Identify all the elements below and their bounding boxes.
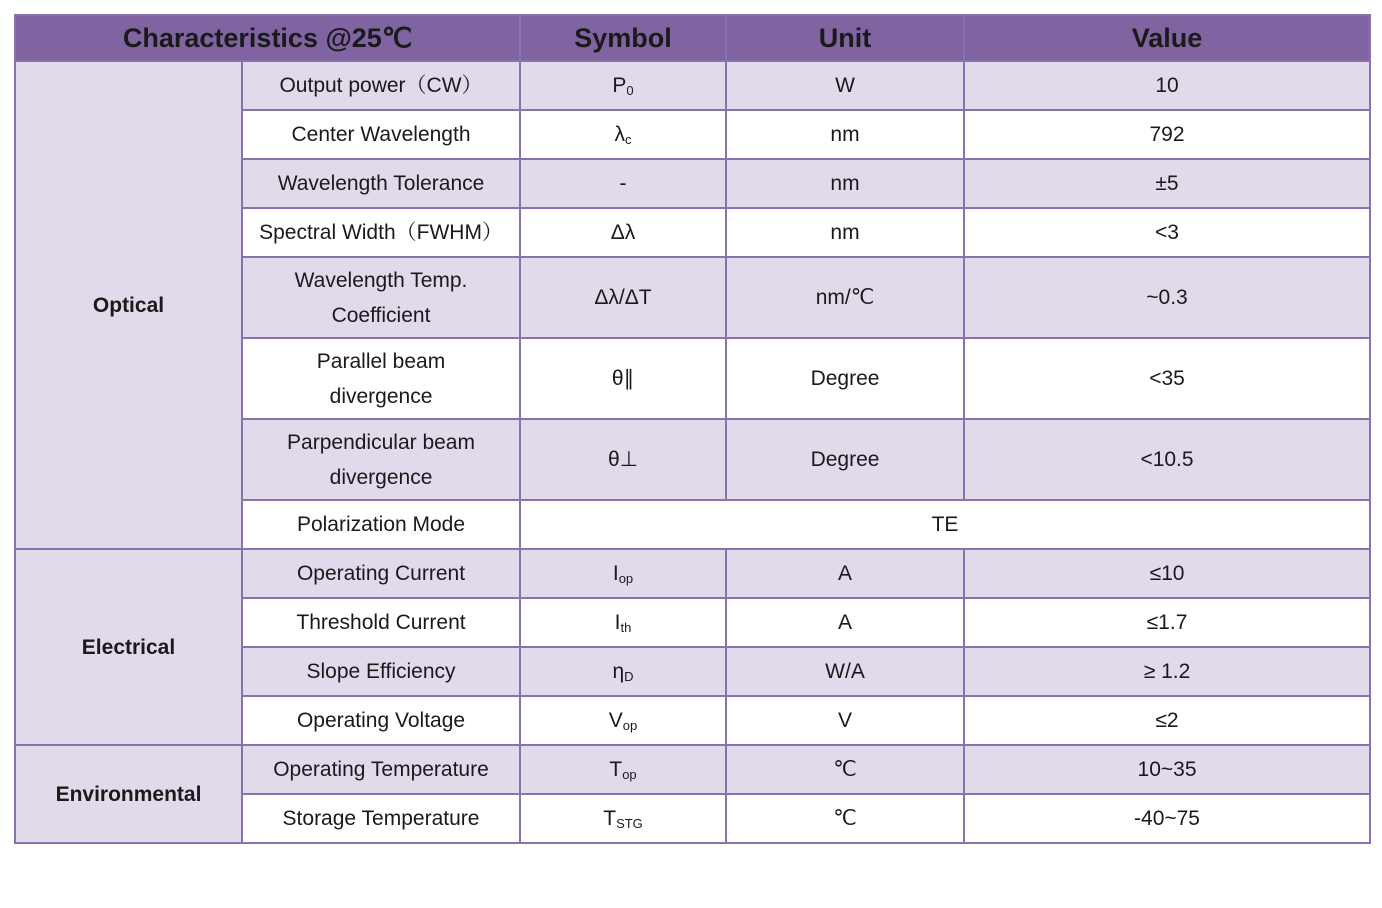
value-cell: ≥ 1.2 [964, 647, 1370, 696]
symbol-cell: Δλ/ΔT [520, 257, 726, 338]
symbol-cell: $T_{STG}$ [520, 794, 726, 843]
merged-value-cell: TE [520, 500, 1370, 549]
unit-cell: ℃ [726, 794, 964, 843]
table-row [15, 549, 1370, 598]
value-cell: <10.5 [964, 419, 1370, 500]
param-cell: Center Wavelength [242, 110, 520, 159]
param-cell: Parpendicular beam divergence [242, 419, 520, 500]
group-label-electrical: Electrical [15, 549, 242, 745]
symbol-cell: - [520, 159, 726, 208]
param-cell: Spectral Width（FWHM） [242, 208, 520, 257]
value-cell: ±5 [964, 159, 1370, 208]
symbol-cell: Δλ [520, 208, 726, 257]
value-cell: ≤10 [964, 549, 1370, 598]
unit-cell: Degree [726, 419, 964, 500]
value-cell: <3 [964, 208, 1370, 257]
header-unit: Unit [726, 15, 964, 61]
value-cell: 792 [964, 110, 1370, 159]
symbol-cell: $I_{th}$ [520, 598, 726, 647]
unit-cell: nm [726, 208, 964, 257]
symbol-cell: $\lambda_c$ [520, 110, 726, 159]
param-cell: Storage Temperature [242, 794, 520, 843]
value-cell: ≤1.7 [964, 598, 1370, 647]
unit-cell: Degree [726, 338, 964, 419]
param-cell: Operating Temperature [242, 745, 520, 794]
unit-cell: A [726, 549, 964, 598]
unit-cell: nm [726, 159, 964, 208]
param-cell: Operating Voltage [242, 696, 520, 745]
header-characteristics: Characteristics @25℃ [15, 15, 520, 61]
param-cell: Parallel beam divergence [242, 338, 520, 419]
unit-cell: A [726, 598, 964, 647]
unit-cell: ℃ [726, 745, 964, 794]
header-symbol: Symbol [520, 15, 726, 61]
unit-cell: W/A [726, 647, 964, 696]
symbol-cell: θ⊥ [520, 419, 726, 500]
param-cell: Slope Efficiency [242, 647, 520, 696]
value-cell: 10 [964, 61, 1370, 110]
param-cell: Threshold Current [242, 598, 520, 647]
table-row [15, 61, 1370, 110]
param-cell: Wavelength Temp. Coefficient [242, 257, 520, 338]
value-cell: <35 [964, 338, 1370, 419]
symbol-cell: $T_{op}$ [520, 745, 726, 794]
spec-table [14, 14, 1371, 844]
value-cell: ~0.3 [964, 257, 1370, 338]
param-cell: Wavelength Tolerance [242, 159, 520, 208]
value-cell: -40~75 [964, 794, 1370, 843]
unit-cell: W [726, 61, 964, 110]
param-cell: Operating Current [242, 549, 520, 598]
symbol-cell: $V_{op}$ [520, 696, 726, 745]
group-label-optical: Optical [15, 61, 242, 549]
param-cell: Output power（CW） [242, 61, 520, 110]
unit-cell: V [726, 696, 964, 745]
header-row [15, 15, 1370, 61]
value-cell: 10~35 [964, 745, 1370, 794]
symbol-cell: θ∥ [520, 338, 726, 419]
unit-cell: nm/℃ [726, 257, 964, 338]
group-label-environmental: Environmental [15, 745, 242, 843]
value-cell: ≤2 [964, 696, 1370, 745]
unit-cell: nm [726, 110, 964, 159]
header-value: Value [964, 15, 1370, 61]
symbol-cell: $P_0$ [520, 61, 726, 110]
symbol-cell: $\eta_D$ [520, 647, 726, 696]
symbol-cell: $I_{op}$ [520, 549, 726, 598]
table-row [15, 745, 1370, 794]
param-cell: Polarization Mode [242, 500, 520, 549]
